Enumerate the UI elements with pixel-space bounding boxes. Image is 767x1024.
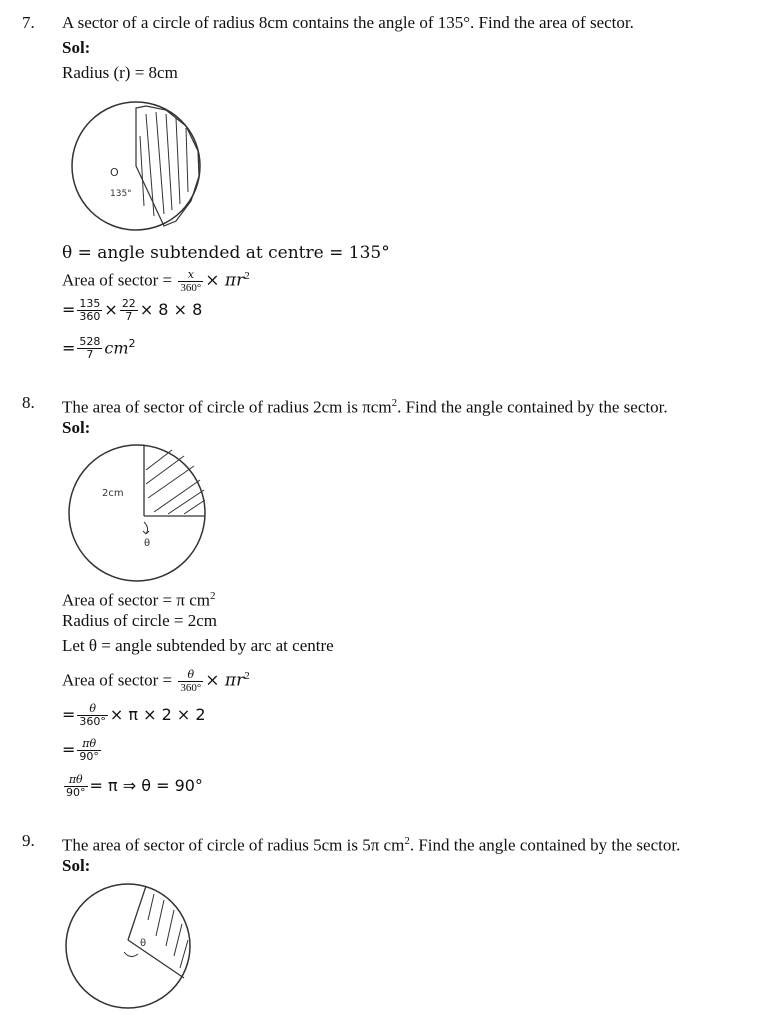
q7-step1: = $\frac{135}{360}$ × $\frac{22}{7}$ × 8 × 8 [62,297,203,323]
q7-area-formula: Area of sector = $\frac{x}{360^\circ}$ × $\pi r^2$ [62,268,250,295]
q7-number: 7. [22,13,35,32]
q7-theta-line: θ = angle subtended at centre = 135° [62,243,390,263]
q8-step2: = $\frac{\pi\theta}{90^\circ}$ [62,737,99,763]
q9-question: The area of sector of circle of radius 5cm is 5π $cm^2$. Find the angle contained by the sector. [62,835,681,855]
q7-radius: Radius (r) = 8cm [62,63,178,82]
q7-step2: = $\frac{528}{7}$ $cm^2$ [62,335,136,362]
q8-number: 8. [22,393,35,412]
q7-sector-figure [66,96,206,236]
q8-let-theta: Let θ = angle subtended by arc at centre [62,636,334,655]
q8-step1: = $\frac{\theta}{360^\circ}$ × π × 2 × 2 [62,702,206,728]
q7-fig-angle-label: 135° [110,189,132,199]
q9-number: 9. [22,831,35,850]
q8-area-formula: Area of sector = $\frac{\theta}{360^\circ}$ × $\pi r^2$ [62,668,250,695]
q7-formula-fraction: $\frac{x}{360^\circ}$ [180,268,202,295]
q9-sol-label: Sol: [62,856,91,875]
q8-question: The area of sector of circle of radius 2cm is πcm$^2$. Find the angle contained by the sector. [62,397,668,417]
q7-area-label: Area of sector = [62,270,173,290]
q8-fig-radius-label: 2cm [102,488,124,499]
q7-question: A sector of a circle of radius 8cm contains the angle of 135°. Find the area of sector. [62,13,634,32]
q8-radius: Radius of circle = 2cm [62,611,217,630]
q7-sol-label: Sol: [62,38,91,57]
q8-sol-label: Sol: [62,418,91,437]
q8-sector-figure [64,440,210,586]
q9-sector-figure [62,880,194,1012]
q8-step3: $\frac{\pi\theta}{90^\circ}$ = π ⇒ θ = 90° [66,773,203,799]
q8-area-given: Area of sector = π $cm^2$ [62,590,216,610]
q9-fig-angle-label: θ [140,938,147,949]
q7-fig-center-label: O [110,166,119,179]
q8-fig-angle-label: θ [144,538,151,549]
